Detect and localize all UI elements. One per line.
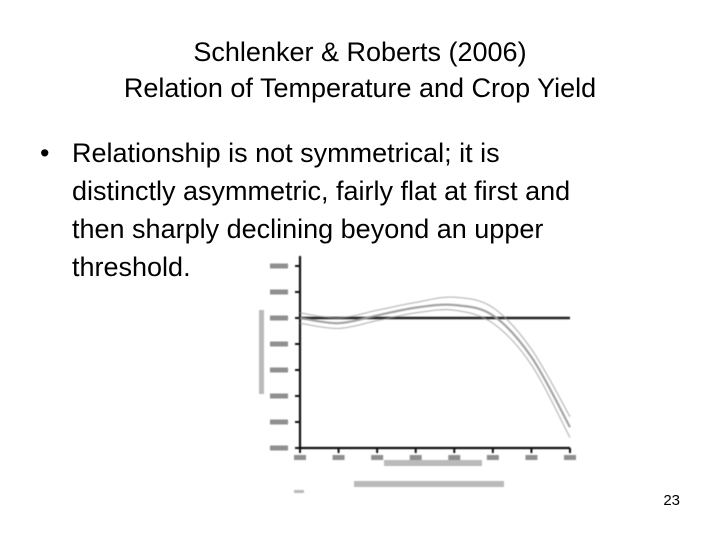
chart-svg xyxy=(250,248,590,500)
y-tick-labels xyxy=(270,264,300,451)
slide-title xyxy=(0,34,720,106)
x-tick-label-blur xyxy=(487,455,499,460)
y-tick-label-blur xyxy=(270,342,288,347)
x-tick-label-blur xyxy=(294,455,306,460)
y-tick-label-blur xyxy=(270,264,288,269)
bullet-line-2: distinctly asymmetric, fairly flat at first and xyxy=(72,176,571,206)
temperature-yield-chart xyxy=(250,248,590,500)
x-axis-title-blur xyxy=(384,460,482,466)
series-line xyxy=(300,310,570,438)
series-line xyxy=(300,297,570,417)
bullet-line-3: then sharply declining beyond an upper xyxy=(72,214,544,244)
bullet-line-1: Relationship is not symmetrical; it is xyxy=(72,138,500,168)
page-number: 23 xyxy=(663,492,680,509)
x-tick-label-blur xyxy=(333,455,345,460)
y-tick-label-blur xyxy=(270,316,288,321)
x-tick-label-blur xyxy=(371,455,383,460)
x-tick-label-blur xyxy=(410,455,422,460)
y-tick-label-blur xyxy=(270,394,288,399)
y-tick-label-blur xyxy=(270,290,288,295)
x-tick-labels xyxy=(294,448,576,460)
caption-blur xyxy=(294,481,504,493)
slide-title-line-1: Schlenker & Roberts (2006) xyxy=(193,37,527,67)
y-tick-label-blur xyxy=(270,446,288,451)
y-tick-label-blur xyxy=(270,420,288,425)
y-tick-label-blur xyxy=(270,368,288,373)
bullet-icon: • xyxy=(40,138,50,168)
slide-title-line-2: Relation of Temperature and Crop Yield xyxy=(123,73,597,103)
bullet-line-4: threshold. xyxy=(72,252,191,282)
x-tick-label-blur xyxy=(564,455,576,460)
x-tick-label-blur xyxy=(525,455,537,460)
x-tick-label-blur xyxy=(448,455,460,460)
y-axis-title-blur xyxy=(259,310,264,394)
series-line xyxy=(300,305,570,428)
